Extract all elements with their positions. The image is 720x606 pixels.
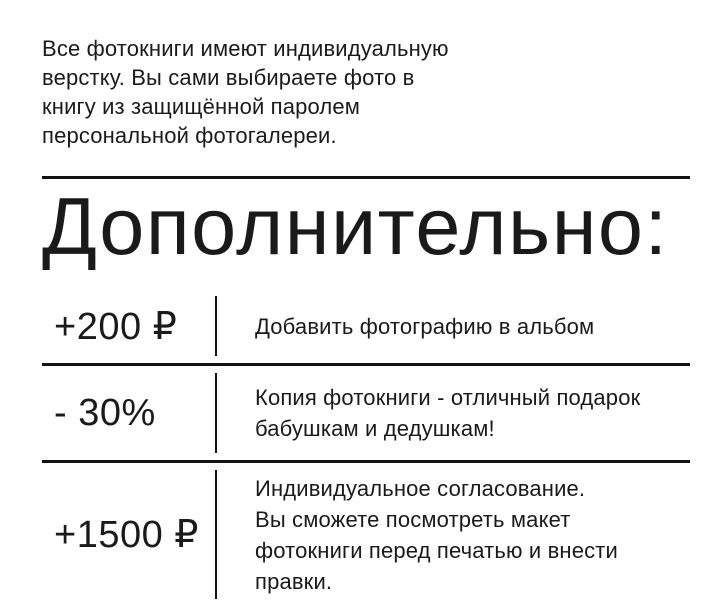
section-divider [42, 176, 690, 179]
description-cell [217, 311, 594, 342]
intro-line-3: книгу из защищённой паролем [42, 94, 361, 119]
page-title: Дополнительно: [42, 182, 669, 272]
description-cell [217, 473, 618, 597]
intro-line-4: персональной фотогалереи. [42, 123, 337, 148]
description-line: бабушкам и дедушкам! [255, 416, 495, 441]
description-line: фотокниги перед печатью и внести [255, 537, 618, 563]
description-line: Добавить фотографию в альбом [255, 313, 595, 339]
intro-line-2: верстку. Вы сами выбираете фото в [42, 65, 415, 90]
price-cell: +200 ₽ [54, 305, 178, 348]
description-line: правки. [255, 568, 333, 594]
description-line: Вы сможете посмотреть макет [255, 506, 571, 532]
price-cell: +1500 ₽ [54, 514, 199, 556]
description-line: Индивидуальное согласование. [255, 475, 586, 501]
description-cell [217, 382, 640, 444]
table-row-add-photo [42, 289, 690, 363]
price-cell: - 30% [54, 391, 156, 434]
description-line: Копия фотокниги - отличный подарок [255, 385, 641, 410]
intro-paragraph [42, 34, 690, 150]
table-row-copy-discount [42, 363, 690, 460]
table-row-individual-approval [42, 460, 690, 606]
intro-line-1: Все фотокниги имеют индивидуальную [42, 36, 449, 61]
extras-table [42, 289, 690, 606]
